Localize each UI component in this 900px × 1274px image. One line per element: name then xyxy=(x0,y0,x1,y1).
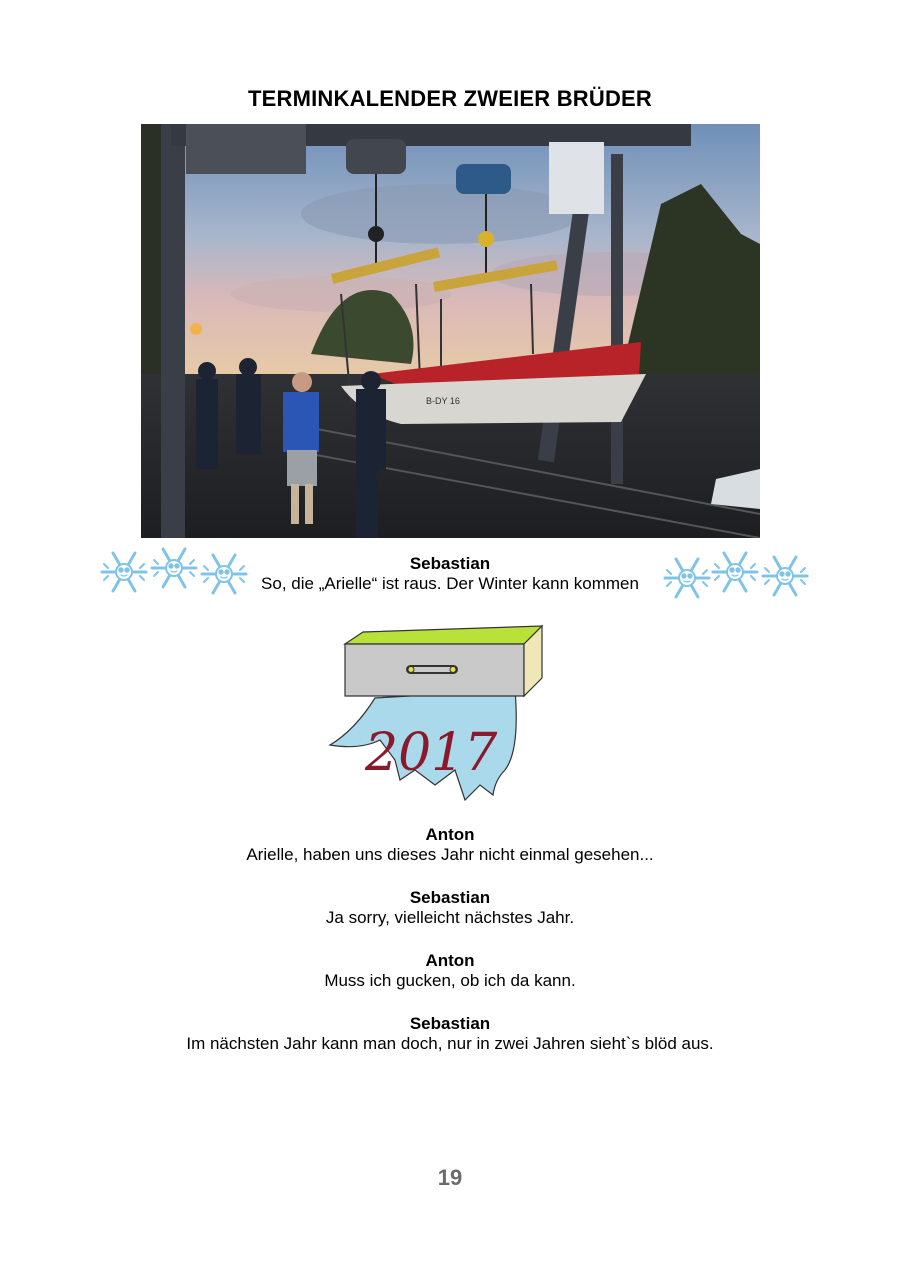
boat-crane-photo xyxy=(141,124,760,538)
speaker-line: Im nächsten Jahr kann man doch, nur in zwei Jahren sieht`s blöd aus. xyxy=(186,1034,714,1053)
dialogue-block-3 xyxy=(0,951,900,991)
speaker-name: Anton xyxy=(425,825,475,844)
caption-speaker: Sebastian xyxy=(409,554,491,573)
page-title: TERMINKALENDER ZWEIER BRÜDER xyxy=(247,86,653,111)
calendar-year: 2017 xyxy=(365,723,498,783)
dialogue-block-2 xyxy=(0,888,900,928)
dialogue-block-1 xyxy=(0,825,900,865)
calendar-drawer-illustration xyxy=(315,620,555,810)
speaker-name: Anton xyxy=(425,951,475,970)
dialogue-block-4 xyxy=(0,1014,900,1054)
speaker-name: Sebastian xyxy=(409,1014,491,1033)
caption-line: So, die „Arielle“ ist raus. Der Winter kann kommen xyxy=(261,574,639,593)
speaker-line: Muss ich gucken, ob ich da kann. xyxy=(324,971,576,990)
boat-registration: B-DY 16 xyxy=(426,396,460,406)
photo-caption xyxy=(0,554,900,594)
page-number: 19 xyxy=(437,1165,463,1190)
speaker-name: Sebastian xyxy=(409,888,491,907)
speaker-line: Ja sorry, vielleicht nächstes Jahr. xyxy=(325,908,575,927)
speaker-line: Arielle, haben uns dieses Jahr nicht einmal gesehen... xyxy=(246,845,654,864)
